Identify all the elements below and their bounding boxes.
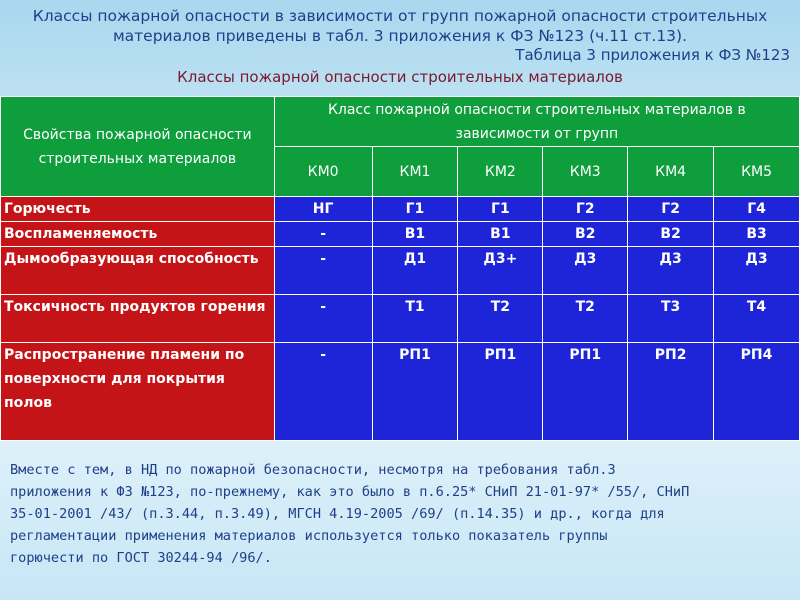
value-cell: Д1 bbox=[372, 247, 458, 295]
fire-hazard-table bbox=[0, 96, 800, 441]
value-cell: Д3 bbox=[628, 247, 714, 295]
class-header: КМ5 bbox=[714, 147, 800, 197]
class-header: КМ3 bbox=[543, 147, 628, 197]
value-cell: В1 bbox=[458, 222, 543, 247]
value-cell: Т2 bbox=[458, 295, 543, 343]
table-row bbox=[1, 295, 800, 343]
value-cell: Т4 bbox=[714, 295, 800, 343]
note-line-2: приложения к ФЗ №123, по-прежнему, как это было в п.6.25* СНиП 21-01-97* /55/, СНиП bbox=[10, 484, 690, 500]
table-caption: Классы пожарной опасности строительных материалов bbox=[177, 68, 623, 86]
header-properties: Свойства пожарной опасности строительных материалов bbox=[1, 97, 275, 197]
header-class-groups: Класс пожарной опасности строительных материалов в зависимости от групп bbox=[274, 97, 799, 147]
value-cell: РП4 bbox=[714, 343, 800, 441]
value-cell: - bbox=[274, 222, 372, 247]
value-cell: РП2 bbox=[628, 343, 714, 441]
table-row bbox=[1, 343, 800, 441]
value-cell: Т2 bbox=[543, 295, 628, 343]
value-cell: В3 bbox=[714, 222, 800, 247]
value-cell: РП1 bbox=[458, 343, 543, 441]
value-cell: В1 bbox=[372, 222, 458, 247]
class-header: КМ2 bbox=[458, 147, 543, 197]
value-cell: - bbox=[274, 343, 372, 441]
class-header: КМ1 bbox=[372, 147, 458, 197]
value-cell: - bbox=[274, 295, 372, 343]
value-cell: РП1 bbox=[543, 343, 628, 441]
intro-line-2: материалов приведены в табл. 3 приложения к ФЗ №123 (ч.11 ст.13). bbox=[112, 27, 688, 45]
value-cell: - bbox=[274, 247, 372, 295]
note-line-3: 35-01-2001 /43/ (п.3.44, п.3.49), МГСН 4.19-2005 /69/ (п.14.35) и др., когда для bbox=[10, 506, 665, 522]
value-cell: В2 bbox=[543, 222, 628, 247]
value-cell: Г2 bbox=[628, 197, 714, 222]
note-line-4: регламентации применения материалов используется только показатель группы bbox=[10, 528, 608, 544]
property-cell: Воспламеняемость bbox=[1, 222, 275, 247]
intro-line-1: Классы пожарной опасности в зависимости от групп пожарной опасности строительных bbox=[32, 7, 768, 25]
value-cell: Т1 bbox=[372, 295, 458, 343]
property-cell: Токсичность продуктов горения bbox=[1, 295, 275, 343]
table-row bbox=[1, 247, 800, 295]
value-cell: НГ bbox=[274, 197, 372, 222]
table-row bbox=[1, 197, 800, 222]
value-cell: В2 bbox=[628, 222, 714, 247]
value-cell: Д3+ bbox=[458, 247, 543, 295]
value-cell: Г4 bbox=[714, 197, 800, 222]
property-cell: Распространение пламени по поверхности для покрытия полов bbox=[1, 343, 275, 441]
table-reference: Таблица 3 приложения к ФЗ №123 bbox=[515, 46, 790, 64]
value-cell: Д3 bbox=[714, 247, 800, 295]
note-line-1: Вместе с тем, в НД по пожарной безопасности, несмотря на требования табл.3 bbox=[10, 462, 616, 478]
value-cell: Г1 bbox=[372, 197, 458, 222]
table-row bbox=[1, 222, 800, 247]
class-header: КМ0 bbox=[274, 147, 372, 197]
class-header: КМ4 bbox=[628, 147, 714, 197]
note-paragraph bbox=[10, 459, 795, 569]
intro-text bbox=[0, 6, 800, 46]
value-cell: Т3 bbox=[628, 295, 714, 343]
value-cell: Д3 bbox=[543, 247, 628, 295]
value-cell: Г2 bbox=[543, 197, 628, 222]
value-cell: РП1 bbox=[372, 343, 458, 441]
property-cell: Горючесть bbox=[1, 197, 275, 222]
note-line-5: горючести по ГОСТ 30244-94 /96/. bbox=[10, 550, 272, 566]
value-cell: Г1 bbox=[458, 197, 543, 222]
property-cell: Дымообразующая способность bbox=[1, 247, 275, 295]
